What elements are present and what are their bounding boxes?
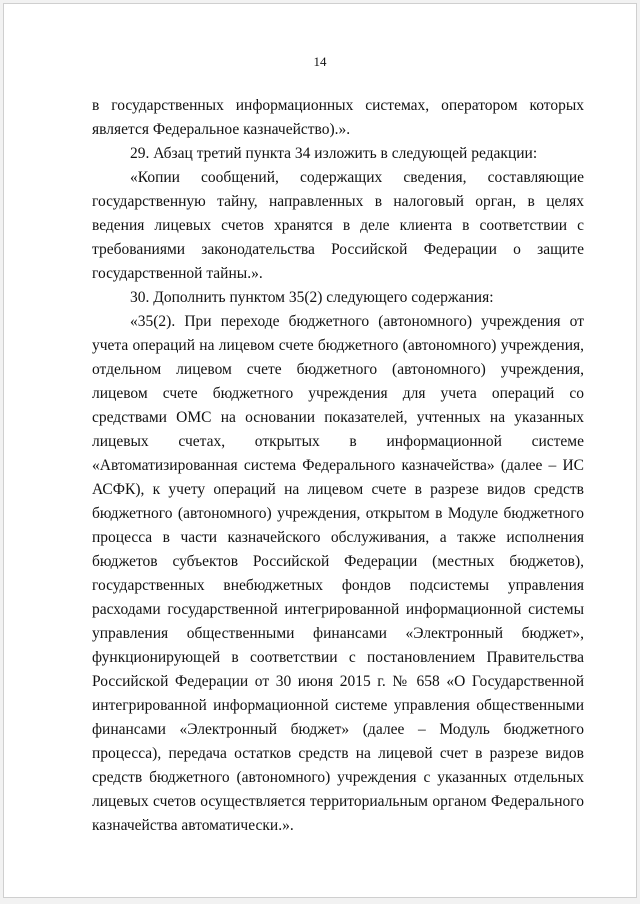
paragraph-item-29-text: «Копии сообщений, содержащих сведения, составляющие государственную тайну, направленных в налоговый орган, в целях ведения лицевых счетов хранятся в деле клиента в соответствии с требованиями законодательства Российской Федерации о защите государственной тайны.». bbox=[92, 169, 584, 282]
paragraph-item-29: 29. Абзац третий пункта 34 изложить в следующей редакции: bbox=[130, 145, 538, 162]
document-page bbox=[3, 3, 637, 898]
paragraph-continuation: в государственных информационных системах, оператором которых является Федеральное казначейство).». bbox=[92, 97, 584, 138]
document-body bbox=[92, 94, 584, 838]
paragraph-item-30: 30. Дополнить пунктом 35(2) следующего содержания: bbox=[130, 289, 494, 306]
page-number: 14 bbox=[313, 54, 327, 69]
paragraph-item-30-text: «35(2). При переходе бюджетного (автономного) учреждения от учета операций на лицевом счете бюджетного (автономного) учреждения, отдельном лицевом счете бюджетного (автономного) учреждения, лицевом счете бюджетного учреждения для учета операций со средствами ОМС на основании показателей, учтенных на указанных лицевых счетах, открытых в информационной системе «Автоматизированная система Федерального казначейства» (далее – ИС АСФК), к учету операций на лицевом счете в разрезе видов средств бюджетного (автономного) учреждения, открытом в Модуле бюджетного процесса в части казначейского обслуживания, а также исполнения бюджетов субъектов Российской Федерации (местных бюджетов), государственных внебюджетных фондов подсистемы управления расходами государственной интегрированной информационной системы управления общественными финансами «Электронный бюджет», функционирующей в соответствии с постановлением Правительства Российской Федерации от 30 июня 2015 г. № 658 «О Государственной интегрированной информационной системе управления общественными финансами «Электронный бюджет» (далее – Модуль бюджетного процесса), передача остатков средств на лицевой счет в разрезе видов средств бюджетного (автономного) учреждения с указанных отдельных лицевых счетов осуществляется территориальным органом Федерального казначейства автоматически.». bbox=[92, 313, 584, 834]
